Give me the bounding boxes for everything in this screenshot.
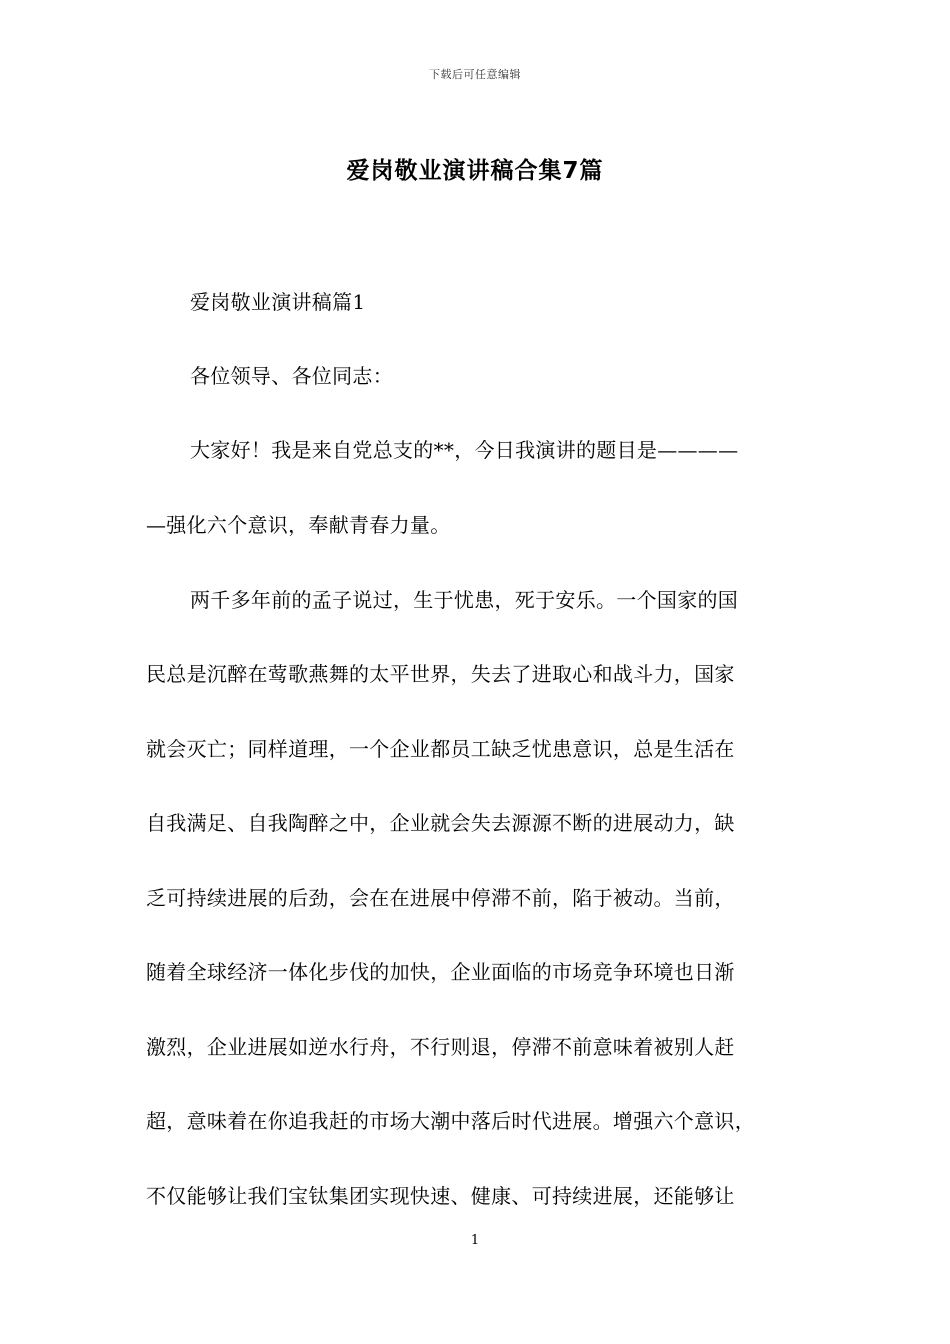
paragraph-line: —强化六个意识，奉献青春力量。 — [146, 513, 451, 537]
section-heading: 爱岗敬业演讲稿篇1 — [190, 290, 366, 314]
paragraph-line: 不仅能够让我们宝钛集团实现快速、健康、可持续进展，还能够让 — [146, 1184, 735, 1208]
document-title: 爱岗敬业演讲稿合集7篇 — [346, 158, 604, 184]
paragraph-line: 随着全球经济一体化步伐的加快，企业面临的市场竞争环境也日渐 — [146, 960, 735, 984]
page-number: 1 — [470, 1233, 480, 1248]
paragraph-line: 民总是沉醉在莺歌燕舞的太平世界，失去了进取心和战斗力，国家 — [146, 662, 735, 686]
paragraph-line: 两千多年前的孟子说过，生于忧患，死于安乐。一个国家的国 — [190, 588, 739, 612]
header-note: 下载后可任意编辑 — [429, 68, 521, 81]
paragraph-line: 乏可持续进展的后劲，会在在进展中停滞不前，陷于被动。当前， — [146, 886, 735, 910]
paragraph-line: 就会灭亡；同样道理，一个企业都员工缺乏忧患意识，总是生活在 — [146, 737, 735, 761]
paragraph-line: 超，意味着在你追我赶的市场大潮中落后时代进展。增强六个意识， — [146, 1109, 755, 1133]
paragraph-line: 自我满足、自我陶醉之中，企业就会失去源源不断的进展动力，缺 — [146, 811, 735, 835]
paragraph-line: 大家好！我是来自党总支的**，今日我演讲的题目是———— — [190, 438, 739, 462]
salutation: 各位领导、各位同志： — [190, 364, 393, 388]
paragraph-line: 激烈，企业进展如逆水行舟，不行则退，停滞不前意味着被别人赶 — [146, 1035, 735, 1059]
